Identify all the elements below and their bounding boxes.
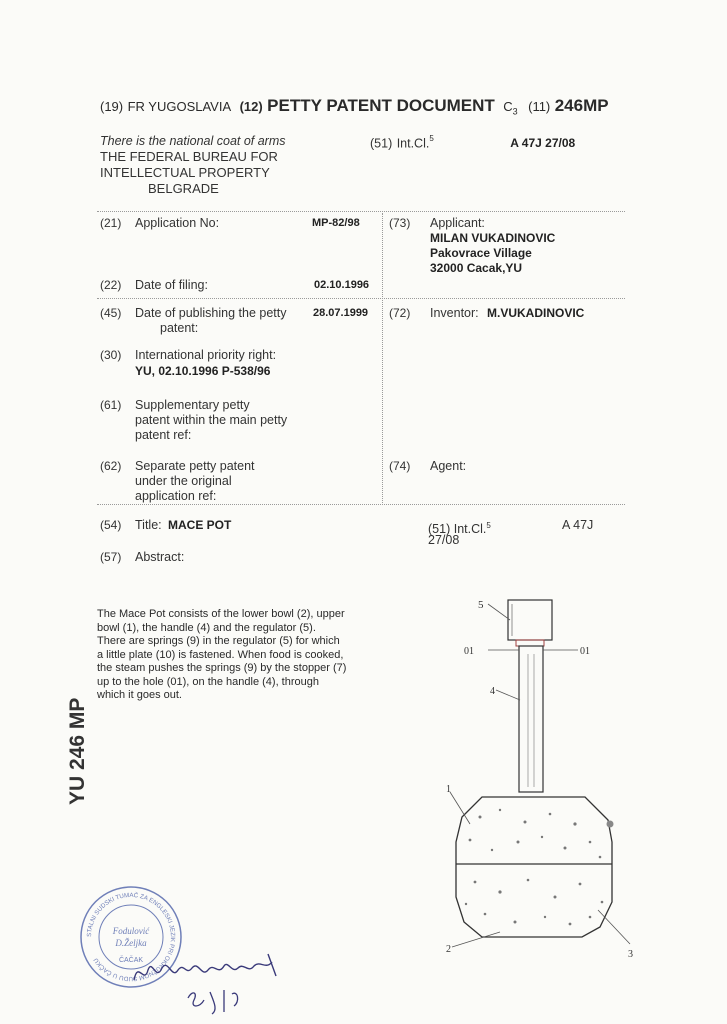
priority-label: International priority right: [135, 348, 277, 362]
code-11: (11) [528, 99, 551, 114]
office-line-3: BELGRADE [148, 181, 219, 196]
rule-after-filing [97, 298, 625, 299]
stamp-name-2: D.Željka [115, 938, 147, 948]
filing-label: Date of filing: [135, 278, 208, 292]
regulator-shape [508, 600, 552, 640]
side-label: YU 246 MP [66, 697, 89, 805]
supplementary-line-2: patent within the main petty [135, 413, 288, 427]
intcl-top-value: A 47J 27/08 [510, 136, 576, 151]
pot-texture [465, 809, 604, 926]
office-line-2: INTELLECTUAL PROPERTY [100, 165, 270, 180]
code-72: (72) [389, 306, 411, 320]
abstract-label: Abstract: [135, 550, 185, 564]
office-block [100, 134, 340, 197]
code-12: (12) [239, 99, 263, 114]
separate-line-1: Separate petty patent [135, 459, 255, 473]
mace-pot-drawing [430, 592, 660, 972]
inventor-label: Inventor: [430, 306, 479, 320]
stamp-ring-text: STALNI SUDSKI TUMAČ ZA ENGLESKI JEZIK PRI OKRUŽNOM SUDU U ČAČKU [85, 891, 177, 983]
applicant-addr-2: 32000 Cacak,YU [430, 261, 523, 275]
drawing-label-1: 1 [446, 784, 451, 795]
code-73: (73) [389, 216, 411, 230]
publishing-label-2: patent: [160, 321, 199, 335]
stamp-city: ČAČAK [118, 957, 144, 964]
kind-code: $C_3$ [503, 99, 518, 117]
code-61: (61) [100, 398, 122, 412]
agent-label: Agent: [430, 459, 467, 473]
column-divider [382, 213, 383, 503]
code-22: (22) [100, 278, 122, 292]
intcl-bottom-value-2: 27/08 [428, 533, 460, 547]
header [100, 96, 660, 120]
country: FR YUGOSLAVIA [127, 99, 232, 114]
drawing-label-01-right: 01 [580, 646, 590, 657]
publishing-value: 28.07.1999 [313, 307, 369, 319]
code-54: (54) [100, 518, 122, 532]
doc-number: 246MP [554, 96, 609, 115]
drawing-label-4: 4 [490, 686, 495, 697]
publishing-label-1: Date of publishing the petty [135, 306, 287, 320]
filing-value: 02.10.1996 [314, 279, 370, 291]
intcl-bottom: (51) Int.Cl.$^5$ [428, 521, 491, 537]
title-value: MACE POT [168, 518, 232, 532]
code-19: (19) [100, 99, 124, 114]
supplementary-line-1: Supplementary petty [135, 398, 250, 412]
title-label: Title: [135, 518, 162, 532]
doc-type: PETTY PATENT DOCUMENT [267, 96, 495, 115]
separate-line-2: under the original [135, 474, 232, 488]
applicant-name: MILAN VUKADINOVIC [430, 231, 556, 245]
code-57: (57) [100, 550, 122, 564]
drawing-label-5: 5 [478, 599, 484, 611]
applicant-addr-1: Pakovrace Village [430, 246, 532, 260]
supplementary-line-3: patent ref: [135, 428, 192, 442]
table-bottom-rule [97, 504, 625, 505]
applicant-label: Applicant: [430, 216, 485, 230]
inventor-value: M.VUKADINOVIC [487, 306, 585, 320]
drawing-label-01-left: 01 [464, 646, 474, 657]
code-30: (30) [100, 348, 122, 362]
priority-value: YU, 02.10.1996 P-538/96 [135, 364, 271, 378]
code-21: (21) [100, 216, 122, 230]
office-line-1: THE FEDERAL BUREAU FOR [100, 149, 278, 164]
intcl-bottom-value-1: A 47J [562, 518, 594, 532]
drawing-label-3: 3 [628, 949, 633, 960]
abstract-text: The Mace Pot consists of the lower bowl (2), upper bowl (1), the handle (4) and the regulator (5). There are springs (9) in the regulator (5) for which a little plate (10) is fastened. When food is cooked, the steam pushes the springs (9) by the stopper (7) up to the hole (01), on the handle (4), through which it goes out. [97, 608, 347, 701]
drawing-label-2: 2 [446, 944, 451, 955]
separate-line-3: application ref: [135, 489, 217, 503]
application-value: MP-82/98 [312, 217, 360, 229]
signature [128, 940, 298, 1020]
coat-note: There is the national coat of arms [100, 134, 286, 148]
intcl-top: (51) Int.Cl.$^5$ A 47J 27/08 [370, 134, 576, 151]
application-label: Application No: [135, 216, 220, 230]
code-62: (62) [100, 459, 122, 473]
code-45: (45) [100, 306, 122, 320]
table-top-rule [97, 211, 625, 212]
code-74: (74) [389, 459, 411, 473]
stamp-name-1: Fodulović [112, 926, 150, 936]
handle-shape [519, 646, 543, 792]
